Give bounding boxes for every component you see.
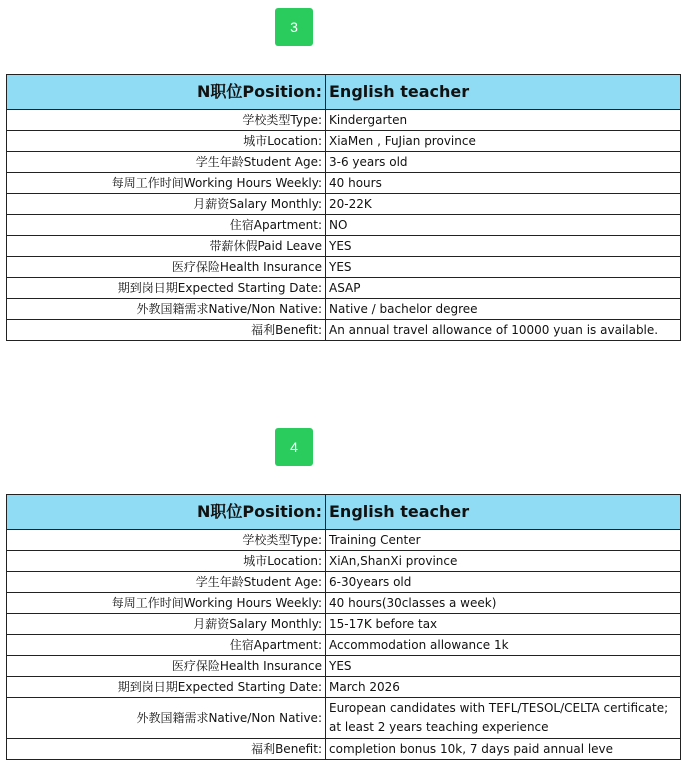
table-row (7, 299, 681, 320)
section-number-badge: 3 (275, 8, 313, 46)
field-value: 6-30years old (326, 572, 681, 593)
table-row (7, 278, 681, 299)
field-label: 外教国籍需求Native/Non Native: (7, 299, 326, 320)
table-row (7, 194, 681, 215)
field-value: ASAP (326, 278, 681, 299)
table-row (7, 551, 681, 572)
table-row (7, 635, 681, 656)
field-value: 40 hours (326, 173, 681, 194)
table-row (7, 257, 681, 278)
field-value: 20-22K (326, 194, 681, 215)
field-value: An annual travel allowance of 10000 yuan is available. (326, 320, 681, 341)
field-value: Accommodation allowance 1k (326, 635, 681, 656)
position-value: English teacher (326, 75, 681, 110)
field-value: European candidates with TEFL/TESOL/CELTA certificate; at least 2 years teaching experience (326, 698, 681, 739)
table-row (7, 131, 681, 152)
field-value: Training Center (326, 530, 681, 551)
job-table (6, 74, 681, 341)
field-label: 学生年龄Student Age: (7, 572, 326, 593)
table-row (7, 698, 681, 739)
field-label: 住宿Apartment: (7, 635, 326, 656)
table-row (7, 110, 681, 131)
field-value: March 2026 (326, 677, 681, 698)
field-value: YES (326, 236, 681, 257)
field-value: 3-6 years old (326, 152, 681, 173)
table-row (7, 572, 681, 593)
table-row (7, 152, 681, 173)
job-table (6, 494, 681, 760)
field-value: Kindergarten (326, 110, 681, 131)
field-label: 学生年龄Student Age: (7, 152, 326, 173)
table-row (7, 614, 681, 635)
field-label: 月薪资Salary Monthly: (7, 194, 326, 215)
field-label: 福利Benefit: (7, 739, 326, 760)
field-label: 月薪资Salary Monthly: (7, 614, 326, 635)
position-value: English teacher (326, 495, 681, 530)
position-label: N职位Position: (7, 75, 326, 110)
field-label: 期到岗日期Expected Starting Date: (7, 677, 326, 698)
field-value: YES (326, 257, 681, 278)
field-label: 医疗保险Health Insurance (7, 656, 326, 677)
field-label: 每周工作时间Working Hours Weekly: (7, 593, 326, 614)
field-value: YES (326, 656, 681, 677)
field-value: Native / bachelor degree (326, 299, 681, 320)
field-label: 学校类型Type: (7, 530, 326, 551)
field-label: 学校类型Type: (7, 110, 326, 131)
field-value: XiaMen , FuJian province (326, 131, 681, 152)
field-label: 住宿Apartment: (7, 215, 326, 236)
table-row (7, 236, 681, 257)
field-label: 带薪休假Paid Leave (7, 236, 326, 257)
table-row (7, 530, 681, 551)
position-label: N职位Position: (7, 495, 326, 530)
section-number-badge: 4 (275, 428, 313, 466)
field-value: NO (326, 215, 681, 236)
field-value: XiAn,ShanXi province (326, 551, 681, 572)
field-label: 每周工作时间Working Hours Weekly: (7, 173, 326, 194)
field-value: 15-17K before tax (326, 614, 681, 635)
field-label: 外教国籍需求Native/Non Native: (7, 698, 326, 739)
table-row (7, 320, 681, 341)
field-value: completion bonus 10k, 7 days paid annual leve (326, 739, 681, 760)
table-header-row (7, 495, 681, 530)
field-label: 城市Location: (7, 551, 326, 572)
field-label: 期到岗日期Expected Starting Date: (7, 278, 326, 299)
field-label: 城市Location: (7, 131, 326, 152)
table-row (7, 173, 681, 194)
table-row (7, 656, 681, 677)
field-value: 40 hours(30classes a week) (326, 593, 681, 614)
table-row (7, 677, 681, 698)
table-header-row (7, 75, 681, 110)
table-row (7, 215, 681, 236)
table-row (7, 593, 681, 614)
field-label: 医疗保险Health Insurance (7, 257, 326, 278)
table-row (7, 739, 681, 760)
field-label: 福利Benefit: (7, 320, 326, 341)
